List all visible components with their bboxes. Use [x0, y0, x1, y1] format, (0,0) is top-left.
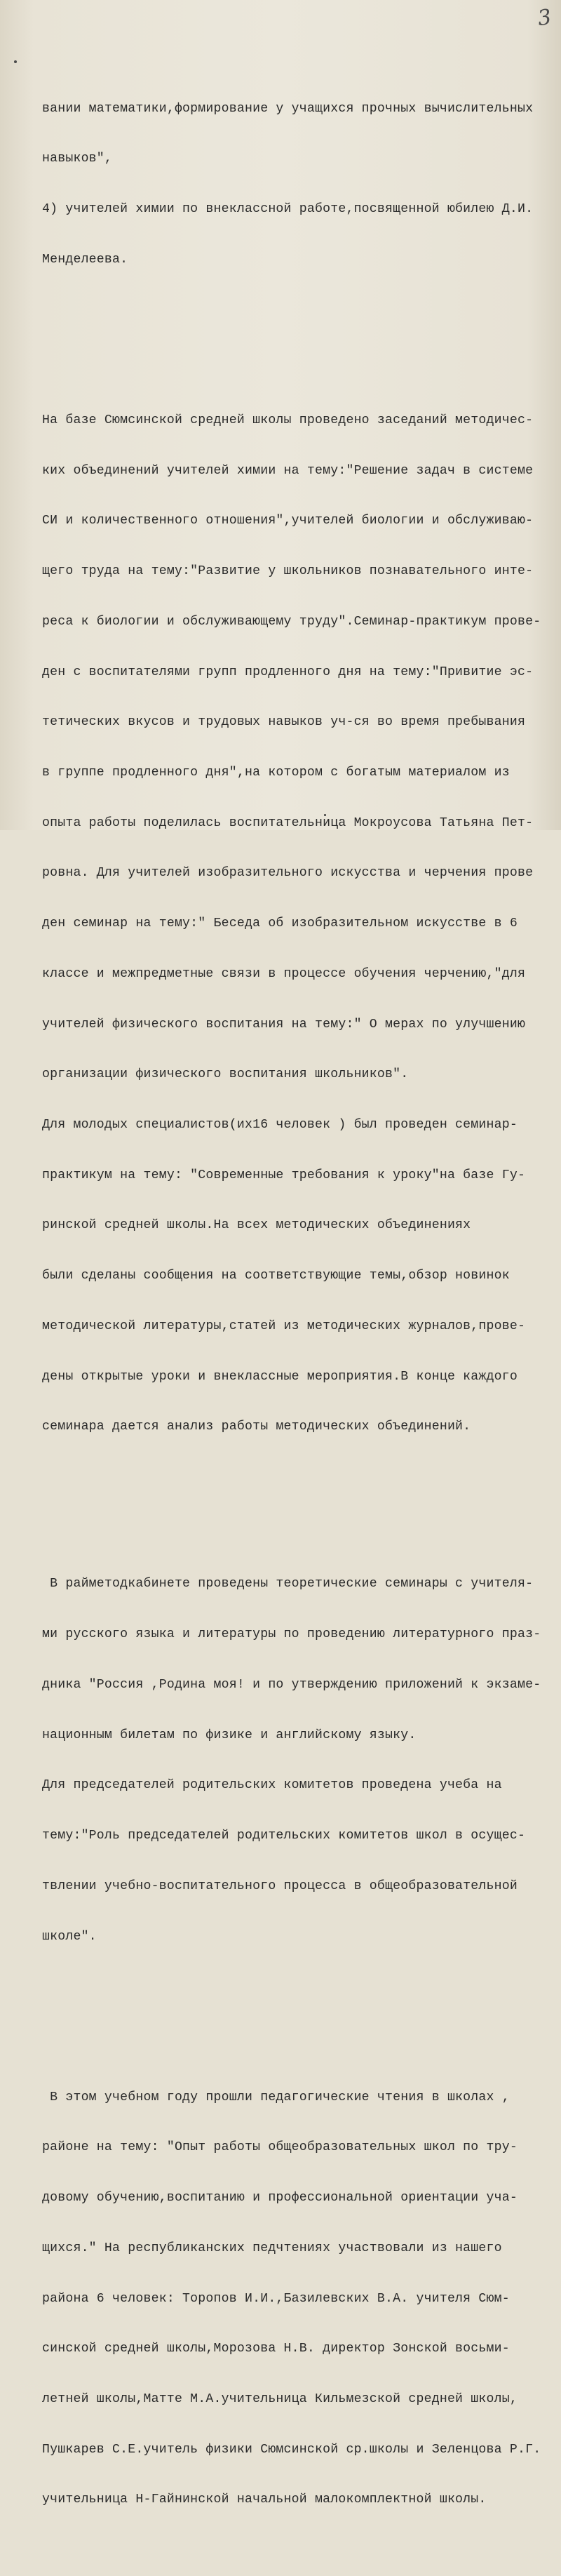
text-line: организации физического воспитания школьников".	[42, 1067, 409, 1082]
text-line: ровна. Для учителей изобразительного искусства и черчения прове	[42, 866, 534, 881]
text-line: национным билетам по физике и английскому языку.	[42, 1728, 417, 1742]
text-line: дены открытые уроки и внеклассные мероприятия.В конце каждого	[42, 1369, 518, 1384]
text-line: СИ и количественного отношения",учителей биологии и обслуживаю-	[42, 514, 534, 528]
text-line: района 6 человек: Торопов И.И.,Базилевских В.А. учителя Сюм-	[42, 2291, 510, 2306]
text-line: 4) учителей химии по внеклассной работе,посвященной юбилею Д.И.	[42, 202, 534, 217]
margin-mark	[14, 60, 17, 63]
text-line: Пушкарев С.Е.учитель физики Сюмсинской ср.школы и Зеленцова Р.Г.	[42, 2442, 541, 2457]
text-line: В этом учебном году прошли педагогические чтения в школах ,	[42, 2090, 510, 2104]
text-line: классе и межпредметные связи в процессе обучения черчению,"для	[42, 966, 526, 981]
text-line: ких объединений учителей химии на тему:"Решение задач в системе	[42, 463, 534, 478]
paragraph-3	[42, 1543, 554, 1980]
text-line: в группе продленного дня",на котором с богатым материалом из	[42, 765, 510, 780]
text-line: ден с воспитателями групп продленного дня на тему:"Привитие эс-	[42, 665, 534, 679]
text-line: семинара дается анализ работы методических объединений.	[42, 1420, 471, 1434]
text-line: навыков",	[42, 152, 113, 166]
text-line: учителей физического воспитания на тему:" О мерах по улучшению	[42, 1017, 526, 1032]
page-number: 3	[536, 4, 553, 32]
document-body	[42, 34, 554, 2576]
text-line: довому обучению,воспитанию и профессиональной ориентации уча-	[42, 2191, 518, 2205]
text-line: тему:"Роль председателей родительских комитетов школ в осущес-	[42, 1829, 526, 1843]
text-line: твлении учебно-воспитательного процесса в общеобразовательной	[42, 1878, 518, 1893]
text-line: Для председателей родительских комитетов проведена учеба на	[42, 1778, 502, 1793]
text-line: дника "Россия ,Родина моя! и по утверждению приложений к экзаме-	[42, 1677, 541, 1692]
text-line: реса к биологии и обслуживающему труду".Семинар-практикум прове-	[42, 614, 541, 629]
text-line: синской средней школы,Морозова Н.В. директор Зонской восьми-	[42, 2342, 510, 2356]
text-line: вании математики,формирование у учащихся прочных вычислительных	[42, 101, 534, 116]
text-line: школе".	[42, 1929, 97, 1944]
text-line: ден семинар на тему:" Беседа об изобразительном искусстве в 6	[42, 916, 518, 931]
text-line: тетических вкусов и трудовых навыков уч-ся во время пребывания	[42, 715, 526, 730]
paragraph-1	[42, 67, 554, 302]
text-line: ринской средней школы.На всех методических объединениях	[42, 1218, 471, 1233]
ink-dot	[324, 814, 326, 816]
text-line: щихся." На республиканских педчтениях участвовали из нашего	[42, 2241, 502, 2255]
text-line: Менделеева.	[42, 252, 128, 267]
text-line: летней школы,Матте М.А.учительница Кильмезской средней школы,	[42, 2391, 518, 2406]
text-line: были сделаны сообщения на соответствующие темы,обзор новинок	[42, 1269, 510, 1283]
text-line: В райметодкабинете проведены теоретические семинары с учителя-	[42, 1577, 534, 1591]
text-line: ми русского языка и литературы по проведению литературного праз-	[42, 1627, 541, 1642]
text-line: учительница Н-Гайнинской начальной малокомплектной школы.	[42, 2492, 487, 2507]
paragraph-4	[42, 2056, 554, 2542]
text-line: районе на тему: "Опыт работы общеобразовательных школ по тру-	[42, 2140, 518, 2155]
text-line: щего труда на тему:"Развитие у школьников познавательного инте-	[42, 564, 534, 579]
paragraph-2	[42, 379, 554, 1469]
text-line: На базе Сюмсинской средней школы проведено заседаний методичес-	[42, 413, 534, 427]
text-line: методической литературы,статей из методических журналов,прове-	[42, 1319, 526, 1333]
text-line: Для молодых специалистов(их16 человек ) был проведен семинар-	[42, 1118, 518, 1132]
text-line: практикум на тему: "Современные требования к уроку"на базе Гу-	[42, 1168, 526, 1182]
text-line: опыта работы поделилась воспитательница Мокроусова Татьяна Пет-	[42, 815, 534, 830]
